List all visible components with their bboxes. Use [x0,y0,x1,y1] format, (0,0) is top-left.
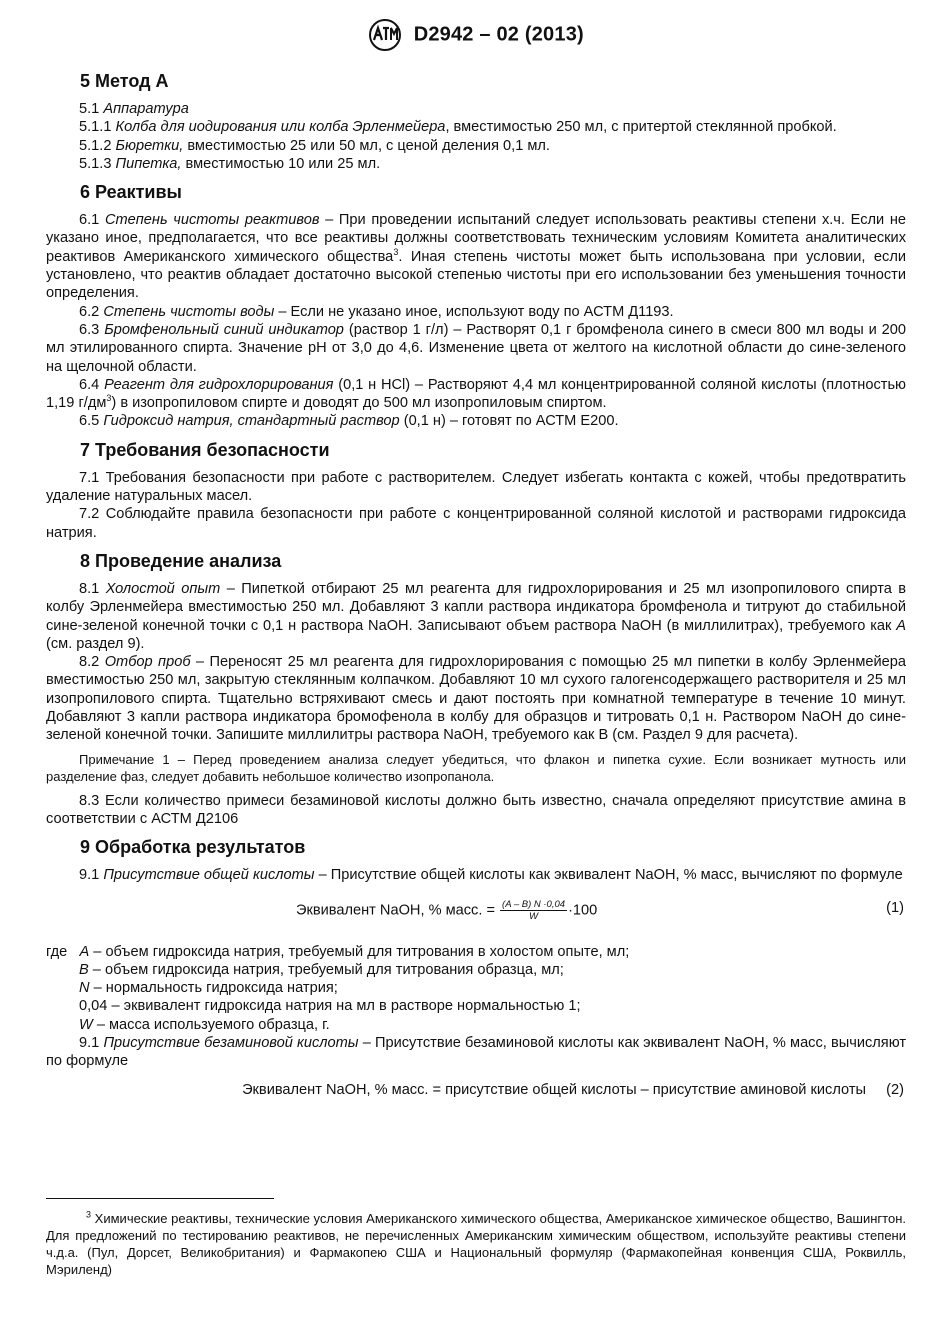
section-7-heading: 7 Требования безопасности [80,439,330,460]
formula-2-expression: Эквивалент NaOH, % масс. = присутствие общей кислоты – присутствие аминовой кислоты [242,1081,866,1098]
document-body [46,62,906,1115]
paragraph-7-1: 7.1 Требования безопасности при работе с растворителем. Следует избегать контакта с кожей, чтобы предотвратить удаление натуральных масел. [46,469,906,505]
paragraph-6-5: 6.5 Гидроксид натрия, стандартный раствор (0,1 н) – готовят по АСТМ Е200. [79,413,619,430]
where-line-a: где A – объем гидроксида натрия, требуемый для титрования в холостом опыте, мл; [46,943,630,960]
variable-definitions [46,943,906,1034]
where-line-b: B – объем гидроксида натрия, требуемый для титрования образца, мл; [79,961,564,978]
where-line-n: N – нормальность гидроксида натрия; [79,980,338,997]
page-header [0,18,950,52]
paragraph-8-2: 8.2 Отбор проб – Переносят 25 мл реагента для гидрохлорирования с помощью 25 мл пипетки в колбу Эрленмейера вместимостью 250 мл, закрытую стеклянным колпачком. Добавляют 10 мл сухого галогенсодержащего растворителя и 25 мл изопропилового спирта. Тщательно встряхивают смесь и дают постоять при комнатной температуре в течение 10 минут. Добавляют 3 капли раствора индикатора бромофенола в колбу для образцов и титровать 0,1 н. Раствором NaOH до сине-зеленой конечной точки. Запишите миллилитры раствора NaOH, требуемого как В (см. Раздел 9 для расчета). [46,654,906,744]
paragraph-9-1-amine-free: 9.1 Присутствие безаминовой кислоты – Присутствие безаминовой кислоты как эквивалент NaOH, % масс, вычисляют по формуле [46,1034,907,1070]
paragraph-8-3: 8.3 Если количество примеси безаминовой кислоты должно быть известно, сначала определяют присутствие амина в соответствии с АСТМ Д2106 [46,792,906,827]
paragraph-5-1-2: 5.1.2 Бюретки, вместимостью 25 или 50 мл, с ценой деления 0,1 мл. [79,137,550,154]
formula-1-fraction [500,899,567,922]
formula-2 [46,1081,906,1105]
formula-1-numerator: (A – B) N ·0,04 [502,898,566,910]
note-1: Примечание 1 – Перед проведением анализа следует убедиться, что флакон и пипетка сухие. Если возникает мутность или разделение фаз, следует добавить небольшое количество изопропанола. [46,751,906,784]
section-6-heading: 6 Реактивы [80,182,182,203]
document-designation: D2942 – 02 (2013) [413,23,584,46]
paragraph-5-1-1: 5.1.1 Колба для иодирования или колба Эрленмейера, вместимостью 250 мл, с притертой стеклянной пробкой. [79,119,837,136]
formula-1 [46,897,906,937]
footnote-separator [46,1198,274,1199]
formula-2-number: (2) [886,1081,904,1098]
paragraph-8-1: 8.1 Холостой опыт – Пипеткой отбирают 25 мл реагента для гидрохлорирования и 25 мл изопропилового спирта в колбу Эрленмейера вместимостью 250 мл. Добавляют 3 капли раствора индикатора бромфенола и титруют до стабильной сине-зеленой конечной точки с 0,1 н раствора NaOH. Записывают объем раствора NaOH (в миллилитрах), требуемого как А (см. раздел 9). [46,580,907,652]
paragraph-6-1: 6.1 Степень чистоты реактивов – При проведении испытаний следует использовать реактивы степени х.ч. Если не указано иное, предполагается, что все реактивы должны соответствовать техническим условиям Комитета аналитических реактивов Американского химического общества$^3$. Иная степень чистоты может быть использована при условии, если установлено, что реактив обладает достаточно высокой степенью чистоты при его использовании без уменьшения точности определения. [46,212,907,302]
formula-1-denominator: W [529,910,539,922]
astm-logo-icon [366,18,404,52]
section-9-heading: 9 Обработка результатов [80,837,306,858]
paragraph-9-1: 9.1 Присутствие общей кислоты – Присутствие общей кислоты как эквивалент NaOH, % масс, вычисляют по формуле [79,867,903,884]
section-5-heading: 5 Метод А [80,71,169,91]
where-line-004: 0,04 – эквивалент гидроксида натрия на мл в растворе нормальностью 1; [79,998,581,1015]
section-8-heading: 8 Проведение анализа [80,550,282,571]
footnote-ref: 3 [393,246,399,257]
formula-1-number: (1) [886,899,904,916]
where-line-w: W – масса используемого образца, г. [79,1016,330,1033]
formula-1-left: Эквивалент NaOH, % масс. = [296,901,495,918]
footnote-3: $^3$ Химические реактивы, технические условия Американского химического общества, Американское химическое общество, Вашингтон. Для предложений по тестированию реактивов, не перечисленных Американским химическим обществом, используйте реактивы степени ч.д.а. (Пул, Дорсет, Великобритания) и Фармакопею США и Национальный формуляр (Фармакопейная конвенция США, Роквилль, Мэриленд) [46,1209,906,1277]
paragraph-6-4: 6.4 Реагент для гидрохлорирования (0,1 н HCl) – Растворяют 4,4 мл концентрированной соляной кислоты (плотностью 1,19 $г/дм^3$) в изопропиловом спирте и доводят до 500 мл изопропиловым спиртом. [46,376,906,412]
paragraph-6-3: 6.3 Бромфенольный синий индикатор (раствор 1 г/л) – Растворят 0,1 г бромфенола синего в смеси 800 мл воды и 200 мл этилированного спирта. Значение рН от 3,0 до 4,6. Изменение цвета от желтого на кислотной области до сине-зеленого на щелочной области. [46,321,907,375]
paragraph-7-2: 7.2 Соблюдайте правила безопасности при работе с концентрированной соляной кислотой и растворами гидроксида натрия. [46,506,906,541]
paragraph-6-2: 6.2 Степень чистоты воды – Если не указано иное, используют воду по АСТМ Д1193. [79,303,674,320]
paragraph-5-1-3: 5.1.3 Пипетка, вместимостью 10 или 25 мл. [79,155,381,172]
formula-1-right: ·100 [568,901,598,918]
paragraph-5-1: 5.1 Аппаратура [79,101,189,117]
